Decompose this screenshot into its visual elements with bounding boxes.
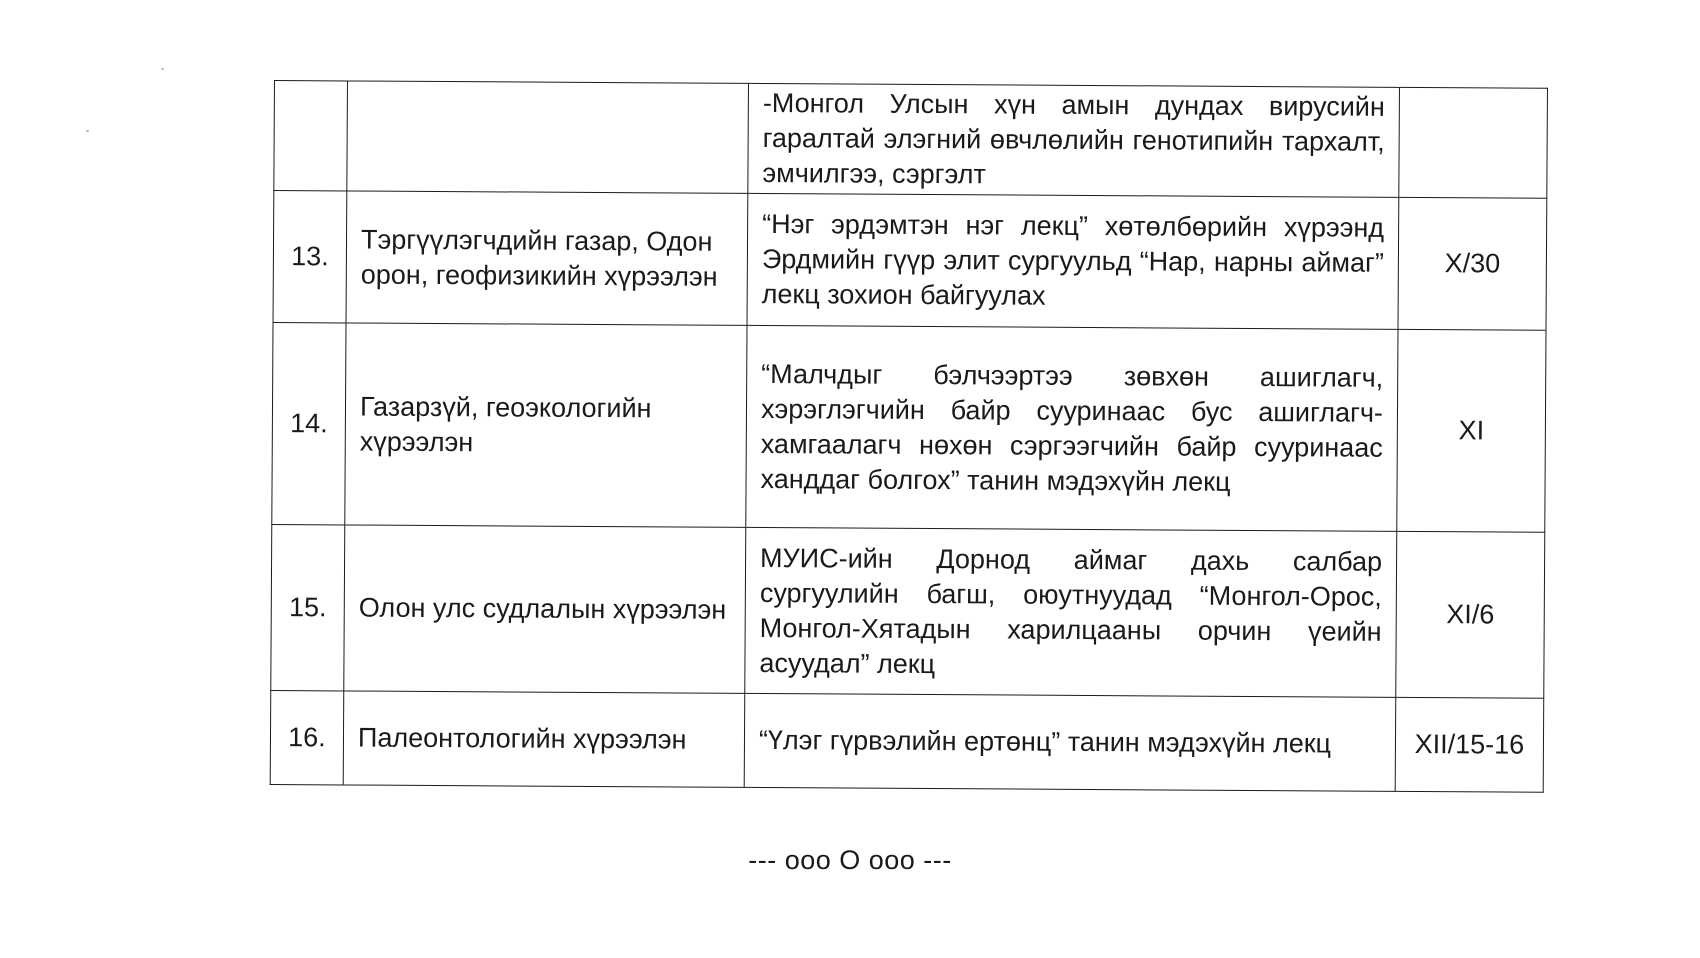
row-number: 13. (273, 191, 347, 323)
end-of-document-mark: --- ооо О ооо --- (748, 845, 952, 875)
activity-date (1399, 87, 1548, 198)
institute-name: Тэргүүлэгчдийн газар, Одон орон, геофизикийн хүрээлэн (346, 191, 748, 325)
institute-name: Палеонтологийн хүрээлэн (343, 691, 745, 787)
activity-date: XII/15-16 (1395, 697, 1544, 792)
scan-speck (86, 130, 89, 132)
activity-description: “Нэг эрдэмтэн нэг лекц” хөтөлбөрийн хүрээнд Эрдмийн гүүр элит сургуульд “Нар, нарны аймаг” лекц зохион байгуулах (747, 193, 1399, 329)
institute-name (347, 81, 749, 193)
table-row (272, 322, 1546, 532)
row-number: 14. (272, 322, 346, 524)
activity-description: “Үлэг гүрвэлийн ертөнц” танин мэдэхүйн лекц (744, 693, 1396, 791)
activity-description: -Монгол Улсын хүн амын дундах вирусийн гаралтай элэгний өвчлөлийн генотипийн тархалт, эмчилгээ, сэргэлт (748, 83, 1400, 197)
table-row (270, 690, 1544, 792)
activity-date: XI (1397, 329, 1546, 532)
activity-description: “Малчдыг бэлчээртээ зөвхөн ашиглагч, хэрэглэгчийн байр сууринаас бус ашиглагч-хамгаалагч нөхөн сэргээгчийн байр сууринаас ханддаг болгох” танин мэдэхүйн лекц (746, 325, 1398, 531)
lecture-schedule-table (270, 80, 1548, 793)
row-number: 15. (271, 524, 345, 690)
institute-name: Олон улс судлалын хүрээлэн (344, 525, 746, 693)
scan-speck (161, 68, 164, 70)
activity-description: МУИС-ийн Дорнод аймаг дахь салбар сургуулийн багш, оюутнуудад “Монгол-Орос, Монгол-Хятадын харилцааны орчин үеийн асуудал” лекц (745, 527, 1397, 697)
table-row (273, 191, 1547, 331)
table-row (274, 81, 1548, 199)
table-row (271, 524, 1545, 698)
activity-date: XI/6 (1396, 531, 1545, 698)
institute-name: Газарзүй, геоэкологийн хүрээлэн (345, 323, 747, 527)
activity-date: X/30 (1398, 197, 1547, 330)
row-number (274, 81, 348, 191)
row-number: 16. (270, 690, 344, 784)
